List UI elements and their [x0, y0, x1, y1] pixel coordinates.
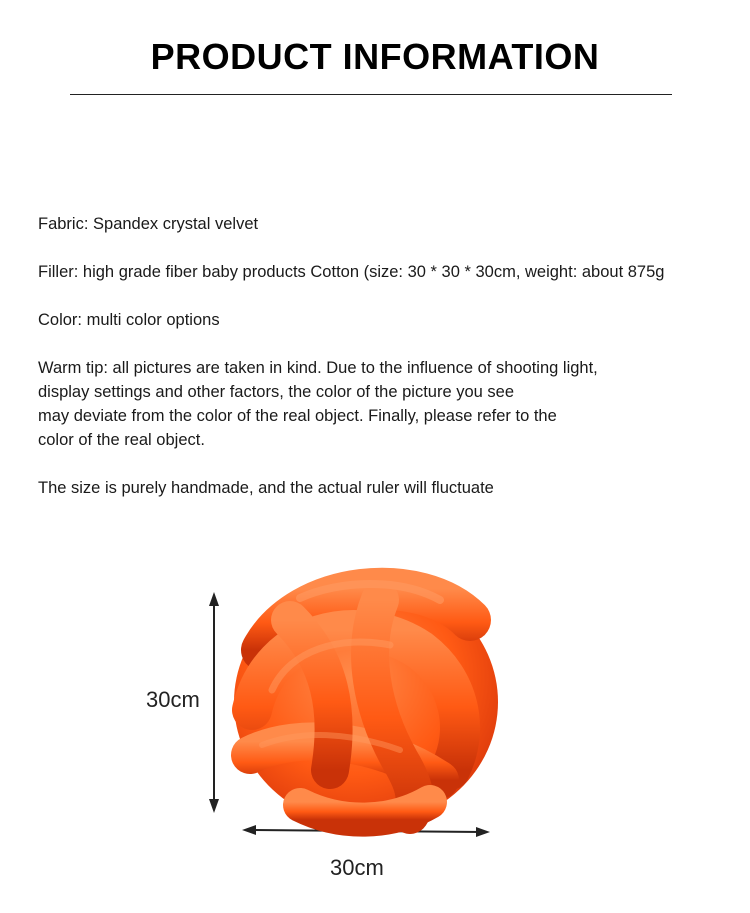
color-line: Color: multi color options: [38, 311, 220, 329]
page-title: PRODUCT INFORMATION: [150, 36, 600, 77]
warm-tip-line-1: Warm tip: all pictures are taken in kind. Due to the influence of shooting light,: [38, 359, 598, 377]
warm-tip-line-3: may deviate from the color of the real object. Finally, please refer to the: [38, 407, 557, 425]
product-figure: [0, 540, 750, 913]
filler-line: Filler: high grade fiber baby products Cotton (size: 30 * 30 * 30cm, weight: about 875g: [38, 263, 665, 281]
size-note-line: The size is purely handmade, and the actual ruler will fluctuate: [38, 479, 494, 497]
knot-pillow: [234, 578, 498, 826]
warm-tip-line-2: display settings and other factors, the color of the picture you see: [38, 383, 515, 401]
product-details: [38, 212, 738, 500]
warm-tip-line-4: color of the real object.: [38, 431, 205, 449]
width-label: 30cm: [330, 855, 384, 880]
height-label: 30cm: [146, 687, 200, 712]
fabric-line: Fabric: Spandex crystal velvet: [38, 215, 259, 233]
height-arrow: [209, 592, 219, 813]
title-divider: [70, 94, 672, 95]
